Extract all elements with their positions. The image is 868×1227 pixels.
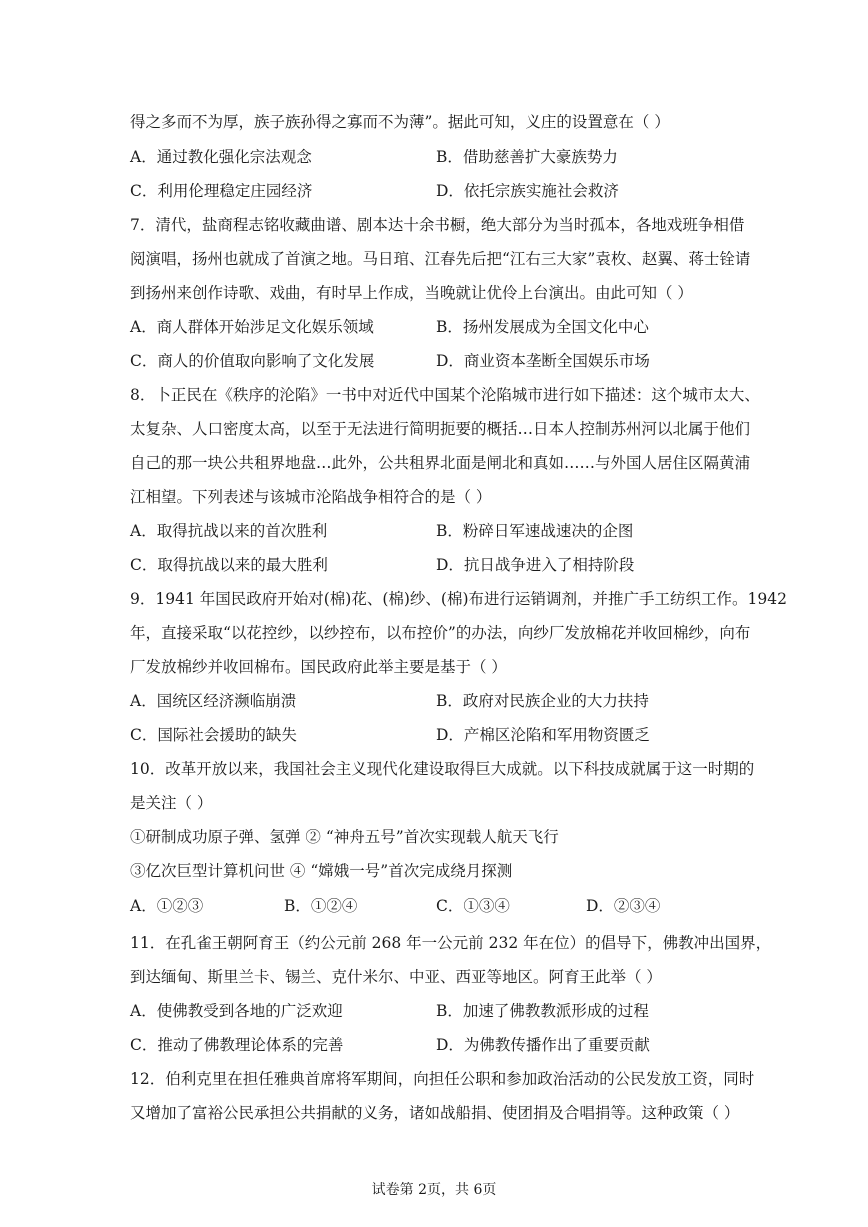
- q7-option-c: C．商人的价值取向影响了文化发展: [130, 352, 375, 370]
- q9-option-a: A．国统区经济濒临崩溃: [130, 692, 297, 710]
- q10-option-c: C．①③④: [436, 897, 510, 915]
- q8-line: 8．卜正民在《秩序的沦陷》一书中对近代中国某个沦陷城市进行如下描述：这个城市太大、: [130, 386, 760, 404]
- q11-option-b: B．加速了佛教教派形成的过程: [436, 1002, 649, 1020]
- q9-option-b: B．政府对民族企业的大力扶持: [436, 692, 649, 710]
- q10-option-b: B．①②④: [284, 897, 358, 915]
- q8-line: 江相望。下列表述与该城市沦陷战争相符合的是（ ）: [130, 488, 492, 506]
- q6-option-d: D．依托宗族实施社会救济: [436, 182, 619, 200]
- q6-option-b: B．借助慈善扩大豪族势力: [436, 148, 618, 166]
- q10-item-line: ③亿次巨型计算机问世 ④ “嫦娥一号”首次完成绕月探测: [130, 862, 513, 880]
- q9-line: 厂发放棉纱并收回棉布。国民政府此举主要是基于（ ）: [130, 658, 507, 676]
- q9-option-c: C．国际社会援助的缺失: [130, 726, 297, 744]
- q11-option-a: A．使佛教受到各地的广泛欢迎: [130, 1002, 343, 1020]
- q7-option-d: D．商业资本垄断全国娱乐市场: [436, 352, 650, 370]
- q6-option-c: C．利用伦理稳定庄园经济: [130, 182, 313, 200]
- q7-line: 7．清代，盐商程志铭收藏曲谱、剧本达十余书橱，绝大部分为当时孤本，各地戏班争相借: [130, 216, 745, 234]
- q10-line: 是关注（ ）: [130, 794, 213, 812]
- q8-option-d: D．抗日战争进入了相持阶段: [436, 556, 635, 574]
- q10-option-a: A．①②③: [130, 897, 204, 915]
- q10-item-line: ①研制成功原子弹、氢弹 ② “神舟五号”首次实现载人航天飞行: [130, 828, 559, 846]
- q8-option-c: C．取得抗战以来的最大胜利: [130, 556, 328, 574]
- q6-stem: 得之多而不为厚，族子族孙得之寡而不为薄”。据此可知，义庄的设置意在（ ）: [130, 113, 670, 131]
- q12-line: 12．伯利克里在担任雅典首席将军期间，向担任公职和参加政治活动的公民发放工资，同时: [130, 1070, 755, 1088]
- q6-option-a: A．通过教化强化宗法观念: [130, 148, 312, 166]
- q8-option-b: B．粉碎日军速战速决的企图: [436, 522, 634, 540]
- q12-line: 又增加了富裕公民承担公共捐献的义务，诸如战船捐、使团捐及合唱捐等。这种政策（ ）: [130, 1104, 740, 1122]
- q9-line: 9．1941 年国民政府开始对(棉)花、(棉)纱、(棉)布进行运销调剂，并推广手工纺织工作。1942: [130, 590, 787, 608]
- q7-option-a: A．商人群体开始涉足文化娱乐领域: [130, 318, 374, 336]
- q7-option-b: B．扬州发展成为全国文化中心: [436, 318, 649, 336]
- q11-line: 到达缅甸、斯里兰卡、锡兰、克什米尔、中亚、西亚等地区。阿育王此举（ ）: [130, 968, 662, 986]
- q10-line: 10．改革开放以来，我国社会主义现代化建设取得巨大成就。以下科技成就属于这一时期的: [130, 760, 755, 778]
- q11-option-c: C．推动了佛教理论体系的完善: [130, 1036, 344, 1054]
- page-footer: 试卷第 2页，共 6页: [371, 1182, 497, 1198]
- q11-option-d: D．为佛教传播作出了重要贡献: [436, 1036, 650, 1054]
- q9-line: 年，直接采取“以花控纱，以纱控布，以布控价”的办法，向纱厂发放棉花并收回棉纱，向布: [130, 624, 751, 642]
- q8-option-a: A．取得抗战以来的首次胜利: [130, 522, 328, 540]
- q7-line: 阅演唱，扬州也就成了首演之地。马日琯、江春先后把“江右三大家”袁枚、赵翼、蒋士铨请: [130, 250, 751, 268]
- q7-line: 到扬州来创作诗歌、戏曲，有时早上作成，当晚就让优伶上台演出。由此可知（ ）: [130, 284, 693, 302]
- q8-line: 自己的那一块公共租界地盘…此外，公共租界北面是闸北和真如……与外国人居住区隔黄浦: [130, 454, 751, 472]
- q8-line: 太复杂、人口密度太高，以至于无法进行简明扼要的概括…日本人控制苏州河以北属于他们: [130, 420, 751, 438]
- q9-option-d: D．产棉区沦陷和军用物资匮乏: [436, 726, 650, 744]
- q10-option-d: D．②③④: [586, 897, 661, 915]
- q11-line: 11．在孔雀王朝阿育王（约公元前 268 年一公元前 232 年在位）的倡导下，佛教冲出国界，: [130, 934, 772, 952]
